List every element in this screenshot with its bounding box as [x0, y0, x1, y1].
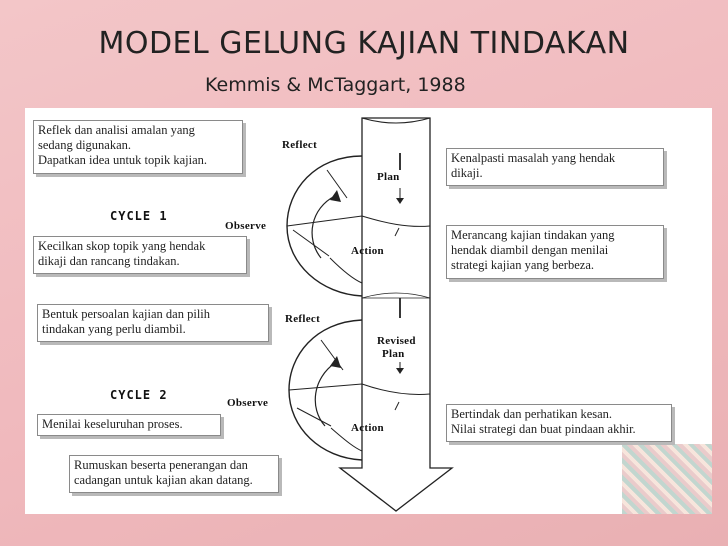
note-observe-cycle1: Kecilkan skop topik yang hendak dikaji dan rancang tindakan. — [33, 236, 247, 274]
cycle1-action-arc — [330, 258, 362, 283]
cycle2-label: CYCLE 2 — [110, 388, 168, 402]
cycle2-spoke-bottom — [297, 408, 331, 426]
cycle1-spiral — [287, 156, 362, 296]
cycle2-observe-label: Observe — [227, 397, 269, 409]
cycle1-arrowhead-up — [330, 190, 341, 202]
note-final: Rumuskan beserta penerangan dan cadangan untuk kajian akan datang. — [69, 455, 279, 493]
cycle2-plan-label-line2: Plan — [382, 348, 405, 360]
cycle2-spiral — [289, 320, 362, 460]
cycle2-reflect-label: Reflect — [285, 313, 321, 325]
cycle1-spoke-bottom — [293, 230, 329, 256]
cycle1-reflect-label: Reflect — [282, 139, 318, 151]
cycle1-action-label: Action — [351, 245, 384, 257]
cycle2-inner-arc — [315, 363, 335, 426]
cycle1-label: CYCLE 1 — [110, 209, 168, 223]
note-observe-cycle2: Menilai keseluruhan proses. — [37, 414, 221, 436]
note-action-cycle2: Bertindak dan perhatikan kesan. Nilai strategi dan buat pindaan akhir. — [446, 404, 672, 442]
slide-subtitle: Kemmis & McTaggart, 1988 — [205, 74, 466, 96]
note-plan-cycle1: Kenalpasti masalah yang hendak dikaji. — [446, 148, 664, 186]
cycle1-spoke-mid — [287, 216, 362, 226]
slide-title: MODEL GELUNG KAJIAN TINDAKAN — [98, 26, 630, 61]
note-reflect-cycle1: Reflek dan analisi amalan yang sedang digunakan. Dapatkan idea untuk topik kajian. — [33, 120, 243, 174]
cycle1-observe-label: Observe — [225, 220, 267, 232]
note-action-cycle1: Merancang kajian tindakan yang hendak diambil dengan menilai strategi kajian yang berbeza. — [446, 225, 664, 279]
cycle2-arrowhead-up — [330, 356, 341, 368]
diagram-canvas — [25, 108, 712, 514]
cycle2-spoke-mid — [289, 384, 362, 390]
cycle2-action-label: Action — [351, 422, 384, 434]
cycle1-inner-arc — [312, 196, 335, 258]
cycle1-plan-label: Plan — [377, 171, 400, 183]
cycle2-plan-label-line1: Revised — [377, 335, 416, 347]
note-reflect-cycle2: Bentuk persoalan kajian dan pilih tindakan yang perlu diambil. — [37, 304, 269, 342]
